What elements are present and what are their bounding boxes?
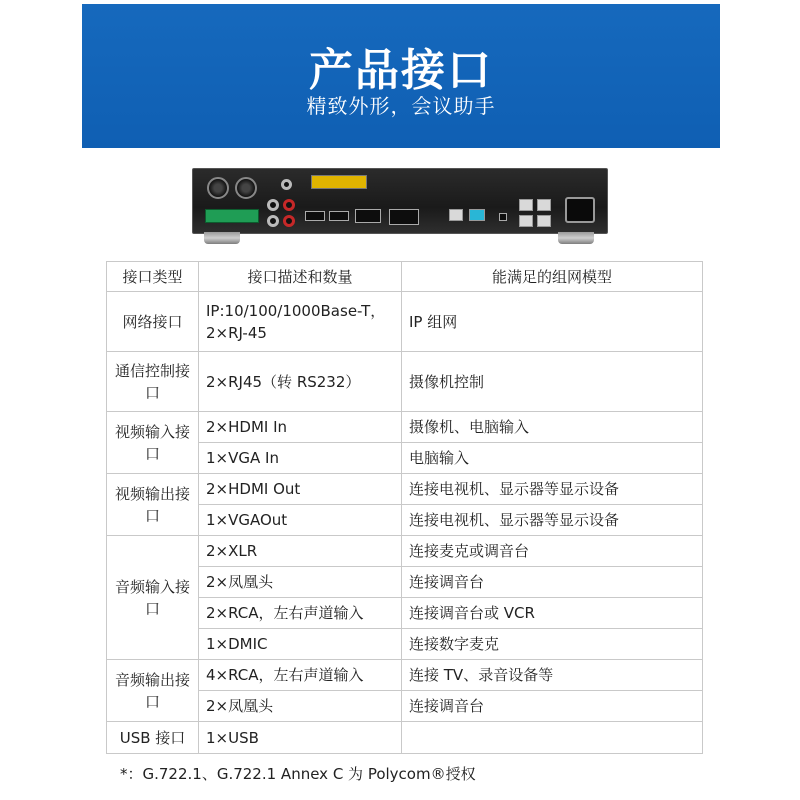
header-banner [82,4,720,148]
interface-category: 视频输入接口 [107,412,199,474]
interface-description: 2×HDMI Out [199,474,402,505]
rj45-port [519,215,533,227]
vga-port [389,209,419,225]
rca-port [281,179,292,190]
network-model: 连接电视机、显示器等显示设备 [402,474,703,505]
device-back-panel-image [192,168,608,250]
device-foot [204,232,240,244]
rj45-port [469,209,485,221]
table-row [107,660,703,691]
footnote: *：G.722.1、G.722.1 Annex C 为 Polycom®授权 [120,765,476,783]
interface-category: 通信控制接口 [107,352,199,412]
page-title: 产品接口 [309,45,493,96]
network-model: IP 组网 [402,292,703,352]
interface-description: 2×凤凰头 [199,691,402,722]
rca-port [267,199,279,211]
page-subtitle: 精致外形，会议助手 [306,94,496,118]
power-socket [565,197,595,223]
rca-port [283,215,295,227]
table-row [107,412,703,443]
interface-description: 1×VGA In [199,443,402,474]
interface-description: 2×RJ45（转 RS232） [199,352,402,412]
network-model: 连接 TV、录音设备等 [402,660,703,691]
interface-description: 2×凤凰头 [199,567,402,598]
hdmi-port [305,211,325,221]
interface-table [106,261,703,754]
table-row [107,292,703,352]
interface-category: 音频输入接口 [107,536,199,660]
interface-description: 1×VGAOut [199,505,402,536]
interface-description: 1×USB [199,722,402,754]
device-foot [558,232,594,244]
rj45-port [449,209,463,221]
rca-port [283,199,295,211]
rca-port [267,215,279,227]
network-model: 连接电视机、显示器等显示设备 [402,505,703,536]
column-header: 能满足的组网模型 [402,262,703,292]
interface-category: USB 接口 [107,722,199,754]
phoenix-terminal [205,209,259,223]
network-model: 连接调音台 [402,567,703,598]
table-row [107,536,703,567]
interface-description: 4×RCA，左右声道输入 [199,660,402,691]
network-model: 连接调音台 [402,691,703,722]
network-model: 摄像机、电脑输入 [402,412,703,443]
xlr-port [207,177,229,199]
vga-port [355,209,381,223]
interface-description: 2×XLR [199,536,402,567]
network-model: 连接麦克或调音台 [402,536,703,567]
interface-description: IP:10/100/1000Base-T，2×RJ-45 [199,292,402,352]
xlr-port [235,177,257,199]
interface-category: 网络接口 [107,292,199,352]
network-model: 电脑输入 [402,443,703,474]
network-model: 摄像机控制 [402,352,703,412]
column-header: 接口描述和数量 [199,262,402,292]
warning-label [311,175,367,189]
usb-port [499,213,507,221]
table-header-row [107,262,703,292]
interface-description: 2×RCA，左右声道输入 [199,598,402,629]
network-model: 连接数字麦克 [402,629,703,660]
hdmi-port [329,211,349,221]
network-model: 连接调音台或 VCR [402,598,703,629]
interface-category: 音频输出接口 [107,660,199,722]
interface-description: 2×HDMI In [199,412,402,443]
column-header: 接口类型 [107,262,199,292]
rj45-port [537,215,551,227]
interface-category: 视频输出接口 [107,474,199,536]
rj45-port [537,199,551,211]
table-row [107,722,703,754]
rj45-port [519,199,533,211]
network-model [402,722,703,754]
interface-description: 1×DMIC [199,629,402,660]
table-row [107,474,703,505]
table-row [107,352,703,412]
device-chassis [192,168,608,234]
